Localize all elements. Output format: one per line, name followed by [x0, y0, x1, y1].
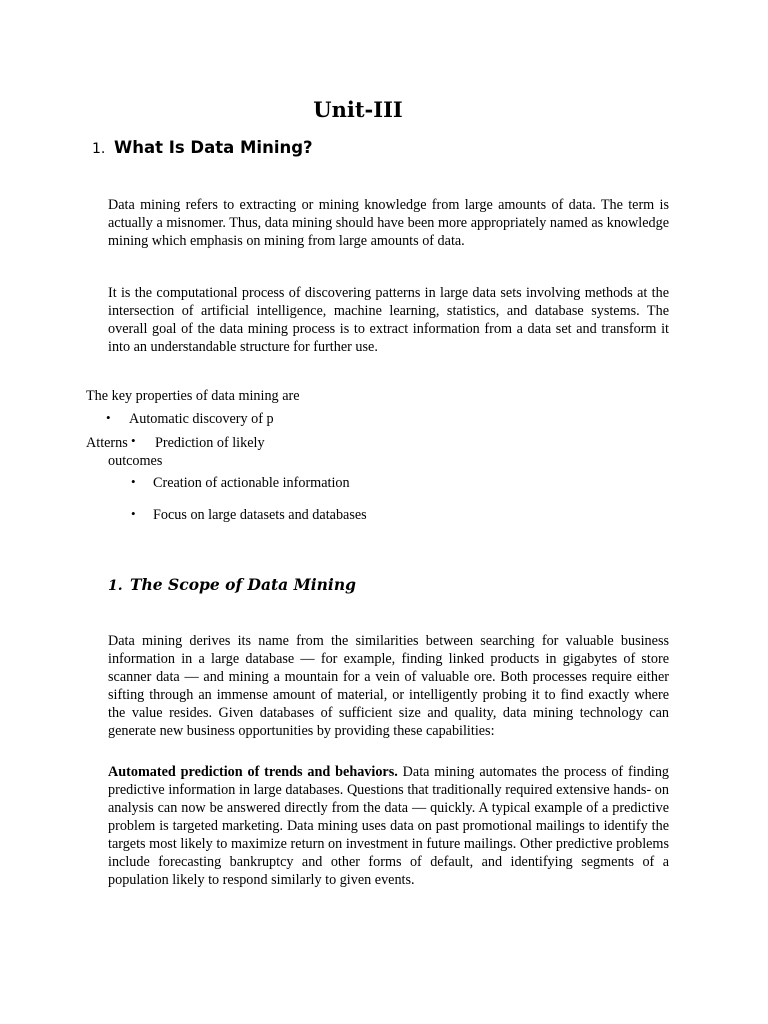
- section-number: 1.: [92, 141, 106, 157]
- paragraph-scope: Data mining derives its name from the similarities between searching for valuable business information in a large database — for example, finding linked products in gigabytes of store scanner data — and mining a mountain for a vein of valuable ore. Both processes require either sifting through an immense amount of material, or intelligently probing it to find exactly where the value resides. Given databases of sufficient size and quality, data mining technology can generate new business opportunities by providing these capabilities:: [108, 633, 669, 739]
- paragraph-lead-bold: Automated prediction of trends and behaviors.: [108, 764, 398, 780]
- bullet-item-automatic-discovery: Automatic discovery of p: [129, 411, 274, 427]
- bullet-item-prediction: Prediction of likely: [155, 435, 265, 451]
- page-title: Unit-III: [313, 97, 403, 122]
- bullet-dot: •: [131, 506, 136, 521]
- paragraph-definition: Data mining refers to extracting or mining knowledge from large amounts of data. The term is actually a misnomer. Thus, data mining should have been more appropriately named as knowledge mining which emphasis on mining from large amounts of data.: [108, 197, 669, 249]
- bullet-item-prefix: Atterns: [86, 435, 128, 451]
- section-heading-what-is-data-mining: [92, 138, 313, 157]
- bullet-item-actionable-information: Creation of actionable information: [153, 475, 350, 491]
- key-properties-intro: The key properties of data mining are: [86, 388, 300, 404]
- bullet-item-large-datasets: Focus on large datasets and databases: [153, 507, 367, 523]
- section-heading-text: The Scope of Data Mining: [130, 575, 356, 594]
- bullet-dot: •: [131, 474, 136, 489]
- paragraph-automated-prediction: [108, 763, 669, 889]
- bullet-dot: •: [131, 433, 136, 448]
- section-heading-text: What Is Data Mining?: [114, 138, 313, 157]
- paragraph-computational-process: It is the computational process of discovering patterns in large data sets involving methods at the intersection of artificial intelligence, machine learning, statistics, and database systems. The overall goal of the data mining process is to extract information from a data set and transform it into an understandable structure for further use.: [108, 285, 669, 355]
- section-number: 1.: [108, 578, 123, 594]
- paragraph-body: Data mining automates the process of finding predictive information in large databases. Questions that traditionally required extensive hands- on analysis can now be answered directly from the data — quickly. A typical example of a predictive problem is targeted marketing. Data mining uses data on past promotional mailings to identify the targets most likely to maximize return on investment in future mailings. Other predictive problems include forecasting bankruptcy and other forms of default, and identifying segments of a population likely to respond similarly to given events.: [108, 764, 670, 888]
- bullet-item-continuation: outcomes: [108, 453, 163, 469]
- section-heading-scope: [108, 575, 356, 594]
- bullet-dot: •: [106, 410, 111, 425]
